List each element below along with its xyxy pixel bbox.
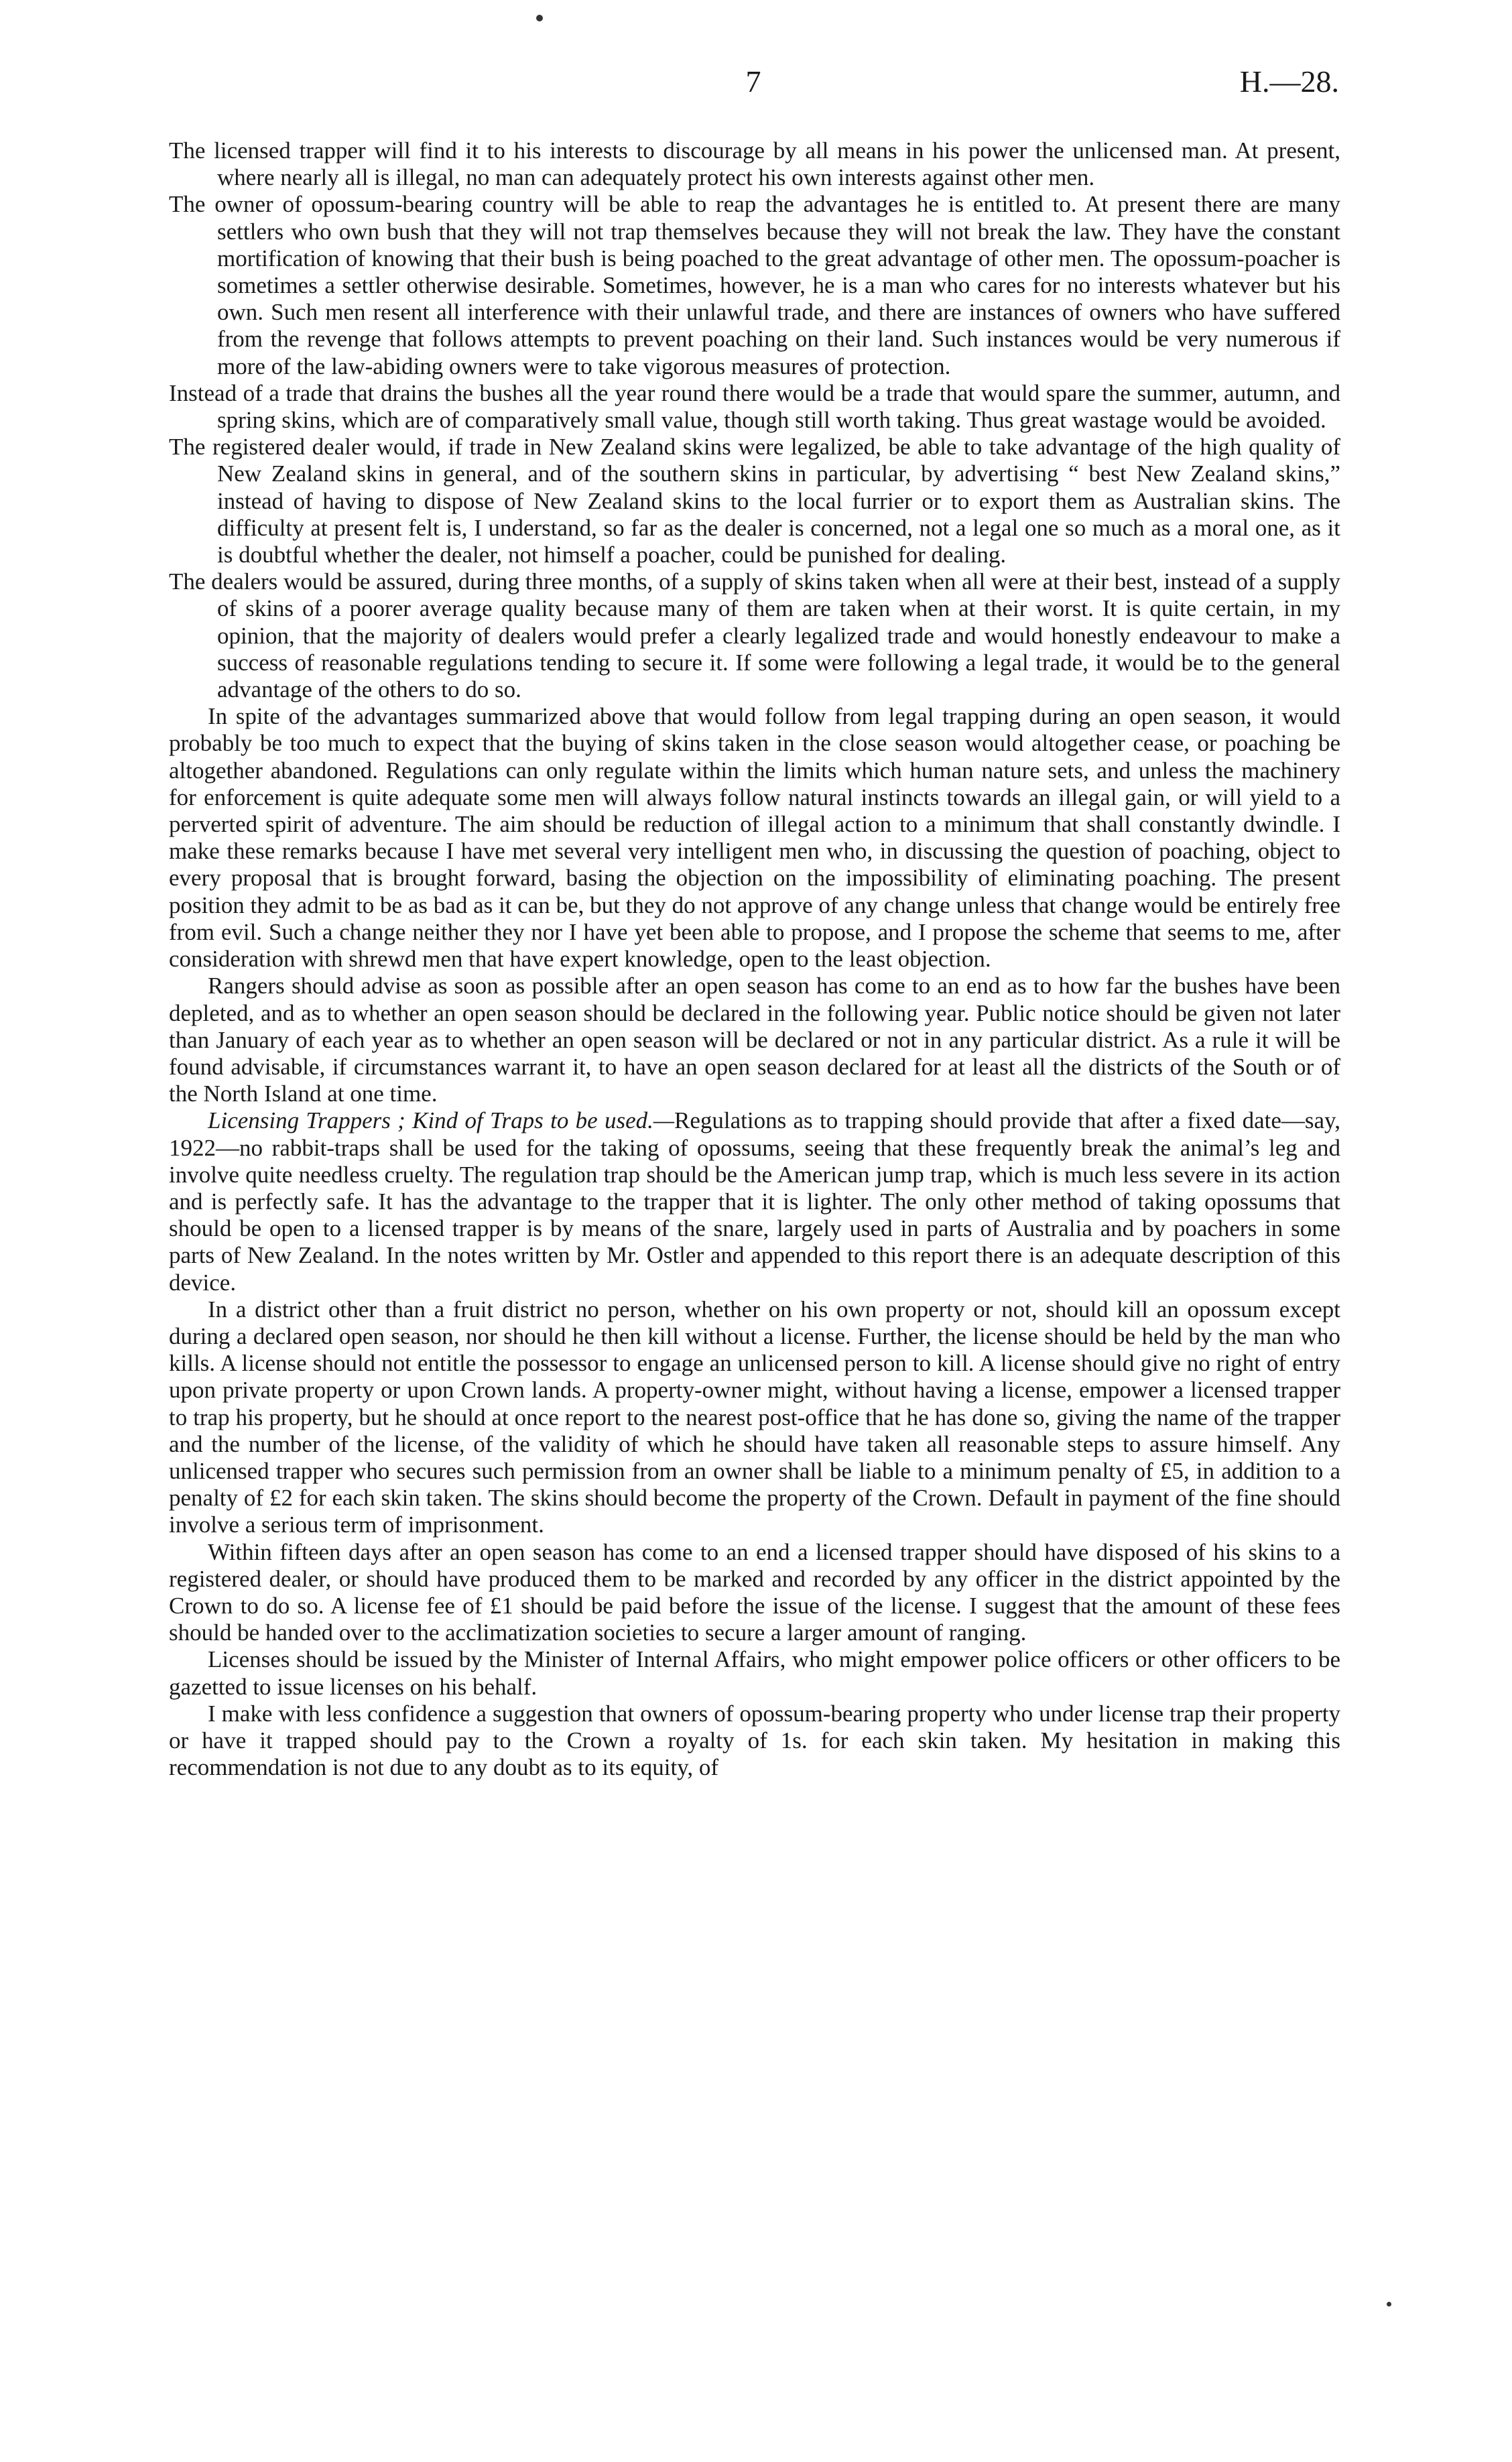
paragraph: The dealers would be assured, during three months, of a supply of skins taken when all were at their best, instead of a supply of skins of a poorer average quality because many of them are taken when at their worst. It is quite certain, in my opinion, that the majority of dealers would prefer a clearly legalized trade and would honestly endeavour to make a success of reasonable regulations tending to secure it. If some were following a legal trade, it would be to the general advantage of the others to do so. <box>169 568 1340 703</box>
paragraph: Instead of a trade that drains the bushes all the year round there would be a trade that would spare the summer, autumn, and spring skins, which are of comparatively small value, though still worth taking. Thus great wastage would be avoided. <box>169 379 1340 434</box>
paragraph: The owner of opossum-bearing country will be able to reap the advantages he is entitled to. At present there are many settlers who own bush that they will not trap themselves because they will not break the law. They have the constant mortification of knowing that their bush is being poached to the great advantage of other men. The opossum-poacher is sometimes a settler otherwise desirable. Sometimes, however, he is a man who cares for no interests whatever but his own. Such men resent all interference with their unlawful trade, and there are instances of owners who have suffered from the revenge that follows attempts to prevent poaching on their land. Such instances would be very numerous if more of the law-abiding owners were to take vigorous measures of protection. <box>169 191 1340 379</box>
page-header <box>168 64 1339 111</box>
paragraph: In a district other than a fruit district no person, whether on his own property or not, should kill an opossum except during a declared open season, nor should he then kill without a license. Further, the license should be held by the man who kills. A license should not entitle the possessor to engage an unlicensed person to kill. A license should give no right of entry upon private property or upon Crown lands. A property-owner might, without having a license, empower a licensed trapper to trap his property, but he should at once report to the nearest post-office that he has done so, giving the name of the trapper and the number of the license, of the validity of which he should have taken all reasonable steps to assure himself. Any unlicensed trapper who secures such permission from an owner shall be liable to a minimum penalty of £5, in addition to a penalty of £2 for each skin taken. The skins should become the property of the Crown. Default in payment of the fine should involve a serious term of imprisonment. <box>169 1296 1340 1538</box>
paragraph: The licensed trapper will find it to his interests to discourage by all means in his power the unlicensed man. At present, where nearly all is illegal, no man can adequately protect his own interests against other men. <box>169 137 1340 191</box>
scan-mark <box>1387 2302 1391 2306</box>
paragraph: The registered dealer would, if trade in New Zealand skins were legalized, be able to take advantage of the high quality of New Zealand skins in general, and of the southern skins in particular, by advertising “ best New Zealand skins,” instead of having to dispose of New Zealand skins to the local furrier or to export them as Australian skins. The difficulty at present felt is, I understand, so far as the dealer is concerned, not a legal one so much as a moral one, as it is doubtful whether the dealer, not himself a poacher, could be punished for dealing. <box>169 434 1340 568</box>
body-text <box>169 137 1340 1781</box>
page-number: 7 <box>745 64 761 99</box>
paragraph: Rangers should advise as soon as possible after an open season has come to an end as to how far the bushes have been depleted, and as to whether an open season should be declared in the following year. Public notice should be given not later than January of each year as to whether an open season will be declared or not in any particular district. As a rule it will be found advisable, if circumstances warrant it, to have an open season declared for at least all the districts of the South or of the North Island at one time. <box>169 973 1340 1107</box>
paragraph: In spite of the advantages summarized above that would follow from legal trapping during an open season, it would probably be too much to expect that the buying of skins taken in the close season would altogether cease, or poaching be altogether abandoned. Regulations can only regulate within the limits which human nature sets, and unless the machinery for enforcement is quite adequate some men will always follow natural instincts towards an illegal gain, or will yield to a perverted spirit of adventure. The aim should be reduction of illegal action to a minimum that shall constantly dwindle. I make these remarks because I have met several very intelligent men who, in discussing the question of poaching, object to every proposal that is brought forward, basing the objection on the impossibility of eliminating poaching. The present position they admit to be as bad as it can be, but they do not approve of any change unless that change would be entirely free from evil. Such a change neither they nor I have yet been able to propose, and I propose the scheme that seems to me, after consideration with shrewd men that have expert knowledge, open to the least objection. <box>169 703 1340 973</box>
scan-mark <box>536 15 543 21</box>
side-heading: Licensing Trappers ; Kind of Traps to be used.— <box>208 1107 674 1134</box>
paragraph: Licenses should be issued by the Minister of Internal Affairs, who might empower police officers or other officers to be gazetted to issue licenses on his behalf. <box>169 1646 1340 1700</box>
paragraph-text: Regulations as to trapping should provide that after a fixed date—say, 1922—no rabbit-traps shall be used for the taking of opossums, seeing that these frequently break the animal’s leg and involve quite needless cruelty. The regulation trap should be the American jump trap, which is much less severe in its action and is perfectly safe. It has the advantage to the trapper that it is lighter. The only other method of taking opossums that should be open to a licensed trapper is by means of the snare, largely used in parts of Australia and by poachers in some parts of New Zealand. In the notes written by Mr. Ostler and appended to this report there is an adequate description of this device. <box>169 1107 1341 1296</box>
document-reference: H.—28. <box>1239 64 1339 99</box>
paragraph: Within fifteen days after an open season has come to an end a licensed trapper should have disposed of his skins to a registered dealer, or should have produced them to be marked and recorded by any officer in the district appointed by the Crown to do so. A license fee of £1 should be paid before the issue of the license. I suggest that the amount of these fees should be handed over to the acclimatization societies to secure a larger amount of ranging. <box>169 1538 1340 1646</box>
paragraph-with-heading <box>169 1107 1340 1296</box>
paragraph: I make with less confidence a suggestion that owners of opossum-bearing property who under license trap their property or have it trapped should pay to the Crown a royalty of 1s. for each skin taken. My hesitation in making this recommendation is not due to any doubt as to its equity, of <box>169 1700 1340 1781</box>
